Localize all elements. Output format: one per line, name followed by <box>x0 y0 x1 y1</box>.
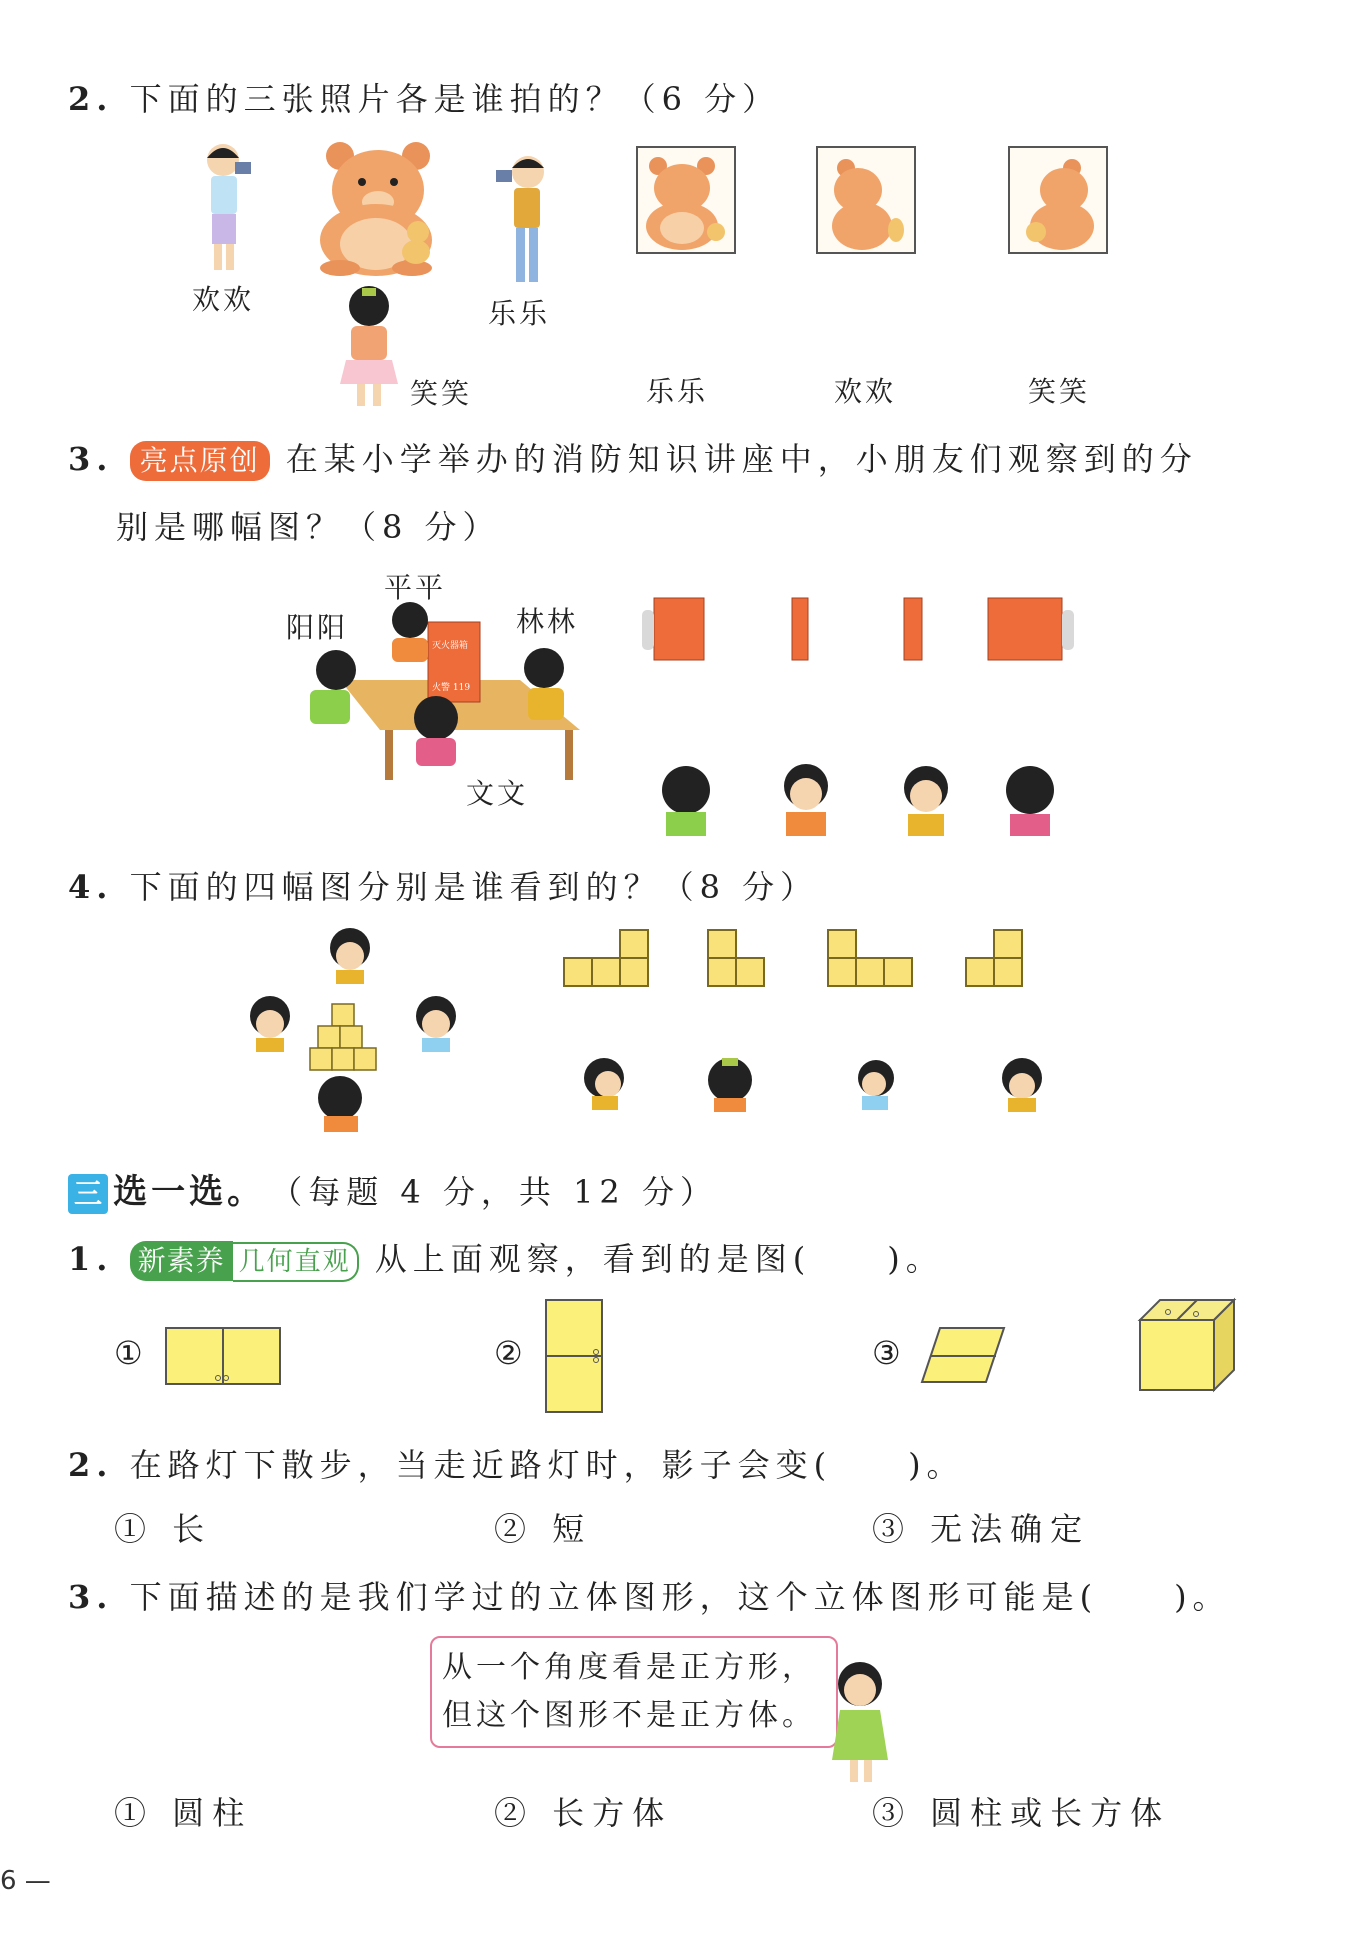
view-side-plain <box>904 598 922 660</box>
kid-top <box>330 928 370 984</box>
photo-2-label: 欢欢 <box>834 375 897 408</box>
s1-solid-figure <box>1138 1298 1238 1394</box>
head-wenwen <box>1006 766 1054 836</box>
s3-number: 3. <box>68 1578 114 1616</box>
q3-text: 在某小学举办的消防知识讲座中，小朋友们观察到的分 <box>285 440 1198 478</box>
s1-number: 1. <box>68 1240 114 1278</box>
kid-left <box>250 996 290 1052</box>
q3-prompt <box>68 434 1198 481</box>
q4-prompt <box>68 862 818 908</box>
q2-number: 2. <box>68 80 114 118</box>
xiaoxiao-figure <box>336 284 402 410</box>
section-3-title: 选一选。 <box>113 1172 266 1212</box>
cube-view-shapes <box>560 926 1060 994</box>
s3-option-2[interactable]: ② 长方体 <box>494 1794 673 1832</box>
name-wenwen: 文文 <box>466 777 529 810</box>
s2-option-1[interactable]: ① 长 <box>114 1510 213 1548</box>
photo-1-bear-front <box>638 148 734 252</box>
s1-option-3-label[interactable]: ③ <box>872 1334 909 1372</box>
name-lele: 乐乐 <box>488 297 551 330</box>
q3-kid-heads <box>636 756 1066 836</box>
s1-option-3-shape[interactable] <box>920 1326 1010 1386</box>
cube-view-b <box>708 930 764 986</box>
s2-option-2[interactable]: ② 短 <box>494 1510 593 1548</box>
s2-prompt <box>68 1440 965 1486</box>
s3-option-3[interactable]: ③ 圆柱或长方体 <box>872 1794 1171 1832</box>
cube-view-a <box>564 930 648 986</box>
fire-box-text-1: 灭火器箱 <box>432 641 469 651</box>
section-3-header <box>68 1164 718 1214</box>
kid-right <box>416 996 456 1052</box>
s2-text: 在路灯下散步，当走近路灯时，影子会变( )。 <box>129 1446 965 1484</box>
speech-line-2: 但这个图形不是正方体。 <box>442 1698 816 1733</box>
q4-number: 4. <box>68 868 114 906</box>
s1-badge-left: 新素养 <box>130 1241 233 1281</box>
view-side-narrow <box>792 598 808 660</box>
photo-3-label: 笑笑 <box>1028 375 1091 408</box>
q2-prompt <box>68 74 780 120</box>
speech-line-1: 从一个角度看是正方形， <box>442 1650 816 1685</box>
head-right-view <box>858 1060 894 1110</box>
name-pingping: 平平 <box>384 571 447 604</box>
cube-stack <box>310 1004 376 1070</box>
head-yangyang <box>662 766 710 836</box>
head-left-view <box>584 1058 624 1110</box>
name-xiaoxiao: 笑笑 <box>410 377 473 410</box>
section-3-score: （每题 4 分，共 12 分） <box>270 1173 718 1211</box>
head-front-view <box>1002 1058 1042 1112</box>
s1-option-2-shape[interactable] <box>544 1298 606 1416</box>
s3-text: 下面描述的是我们学过的立体图形，这个立体图形可能是( )。 <box>129 1578 1231 1616</box>
section-3-icon: 三 <box>68 1174 108 1214</box>
q3-badge: 亮点原创 <box>130 441 270 481</box>
view-front <box>642 598 704 660</box>
photo-2 <box>816 146 916 254</box>
head-linlin <box>904 766 948 836</box>
s2-option-3[interactable]: ③ 无法确定 <box>872 1510 1091 1548</box>
s3-option-1[interactable]: ① 圆柱 <box>114 1794 253 1832</box>
q3-text-line2: 别是哪幅图？（8 分） <box>116 508 501 546</box>
photo-2-bear-side <box>818 148 914 252</box>
photo-3 <box>1008 146 1108 254</box>
head-back-view <box>708 1058 752 1112</box>
q4-text: 下面的四幅图分别是谁看到的？（8 分） <box>129 868 819 906</box>
view-back <box>988 598 1074 660</box>
head-pingping <box>784 764 828 836</box>
page-number: 6 — <box>0 1866 51 1896</box>
kid-bottom <box>318 1076 362 1132</box>
huanhuan-figure <box>195 140 265 275</box>
s1-option-1-shape[interactable] <box>164 1326 284 1388</box>
photo-1 <box>636 146 736 254</box>
name-yangyang: 阳阳 <box>286 611 349 644</box>
fire-box-text-2: 火警 119 <box>432 683 471 693</box>
photo-1-label: 乐乐 <box>646 375 709 408</box>
q2-text: 下面的三张照片各是谁拍的？（6 分） <box>129 80 781 118</box>
cube-view-d <box>966 930 1022 986</box>
q4-kid-heads <box>570 1054 1070 1114</box>
photo-3-bear-other-side <box>1010 148 1106 252</box>
s1-prompt <box>68 1234 944 1282</box>
name-huanhuan: 欢欢 <box>192 283 255 316</box>
cube-view-c <box>828 930 912 986</box>
bear-and-dog-scene <box>318 140 438 275</box>
fire-box-views <box>640 592 1080 664</box>
s1-text: 从上面观察，看到的是图( )。 <box>374 1240 944 1278</box>
speech-bubble <box>430 1636 838 1748</box>
s2-number: 2. <box>68 1446 114 1484</box>
s3-prompt <box>68 1572 1231 1618</box>
lele-figure <box>492 152 562 292</box>
s1-option-2-label[interactable]: ② <box>494 1334 531 1372</box>
girl-speaker-figure <box>826 1660 896 1790</box>
q3-number: 3. <box>68 440 114 478</box>
s1-badge-right: 几何直观 <box>233 1242 359 1282</box>
cubes-with-kids-scene <box>240 926 470 1136</box>
name-linlin: 林林 <box>516 605 579 638</box>
s1-option-1-label[interactable]: ① <box>114 1334 151 1372</box>
